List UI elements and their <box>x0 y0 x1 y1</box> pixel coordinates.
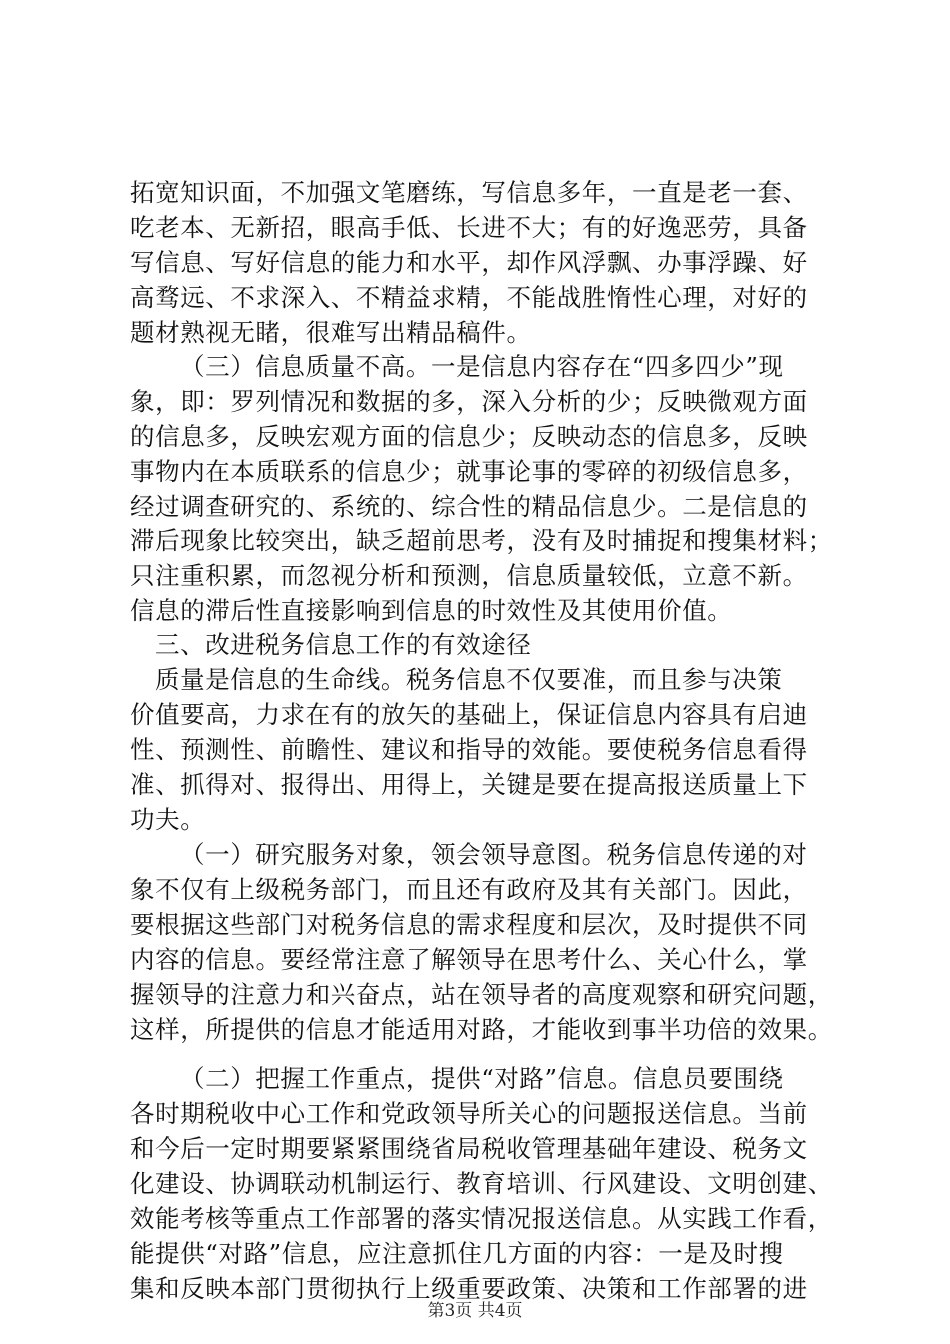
text-line: （一）研究服务对象，领会领导意图。税务信息传递的对 <box>180 840 808 869</box>
text-line: 拓宽知识面，不加强文笔磨练，写信息多年，一直是老一套、 <box>130 178 808 207</box>
text-line: 这样，所提供的信息才能适用对路，才能收到事半功倍的效果。 <box>130 1015 833 1044</box>
text-line: 内容的信息。要经常注意了解领导在思考什么、关心什么，掌 <box>130 945 808 974</box>
text-line: 高骛远、不求深入、不精益求精，不能战胜惰性心理，对好的 <box>130 283 808 312</box>
text-line: 只注重积累，而忽视分析和预测，信息质量较低，立意不新。 <box>130 561 808 590</box>
text-line: 价值要高，力求在有的放矢的基础上，保证信息内容具有启迪 <box>130 700 808 729</box>
section-heading: 三、改进税务信息工作的有效途径 <box>155 630 532 659</box>
text-line: 写信息、写好信息的能力和水平，却作风浮飘、办事浮躁、好 <box>130 248 808 277</box>
text-line: 经过调查研究的、系统的、综合性的精品信息少。二是信息的 <box>130 492 808 521</box>
text-line: 各时期税收中心工作和党政领导所关心的问题报送信息。当前 <box>130 1099 808 1128</box>
text-line: 功夫。 <box>130 805 206 834</box>
text-line: 象不仅有上级税务部门，而且还有政府及其有关部门。因此， <box>130 875 808 904</box>
text-line: （三）信息质量不高。一是信息内容存在“四多四少”现 <box>180 352 784 381</box>
text-line: 能提供“对路”信息，应注意抓住几方面的内容：一是及时搜 <box>130 1239 784 1268</box>
text-line: 的信息多，反映宏观方面的信息少；反映动态的信息多，反映 <box>130 422 808 451</box>
page-number: 第3页 共4页 <box>427 1301 523 1321</box>
text-line: 信息的滞后性直接影响到信息的时效性及其使用价值。 <box>130 596 733 625</box>
text-line: 要根据这些部门对税务信息的需求程度和层次，及时提供不同 <box>130 910 808 939</box>
text-line: 握领导的注意力和兴奋点，站在领导者的高度观察和研究问题， <box>130 980 833 1009</box>
text-line: 集和反映本部门贯彻执行上级重要政策、决策和工作部署的进 <box>130 1274 808 1303</box>
text-line: 质量是信息的生命线。税务信息不仅要准，而且参与决策 <box>155 665 783 694</box>
text-line: 题材熟视无睹，很难写出精品稿件。 <box>130 318 532 347</box>
text-line: 吃老本、无新招，眼高手低、长进不大；有的好逸恶劳，具备 <box>130 213 808 242</box>
text-line: （二）把握工作重点，提供“对路”信息。信息员要围绕 <box>180 1064 784 1093</box>
text-line: 象，即：罗列情况和数据的多，深入分析的少；反映微观方面 <box>130 387 808 416</box>
text-line: 和今后一定时期要紧紧围绕省局税收管理基础年建设、税务文 <box>130 1134 808 1163</box>
text-line: 事物内在本质联系的信息少；就事论事的零碎的初级信息多， <box>130 457 808 486</box>
text-line: 效能考核等重点工作部署的落实情况报送信息。从实践工作看， <box>130 1204 833 1233</box>
text-line: 化建设、协调联动机制运行、教育培训、行风建设、文明创建、 <box>130 1169 833 1198</box>
text-line: 性、预测性、前瞻性、建议和指导的效能。要使税务信息看得 <box>130 735 808 764</box>
text-line: 滞后现象比较突出，缺乏超前思考，没有及时捕捉和搜集材料； <box>130 526 833 555</box>
text-line: 准、抓得对、报得出、用得上，关键是要在提高报送质量上下 <box>130 770 808 799</box>
